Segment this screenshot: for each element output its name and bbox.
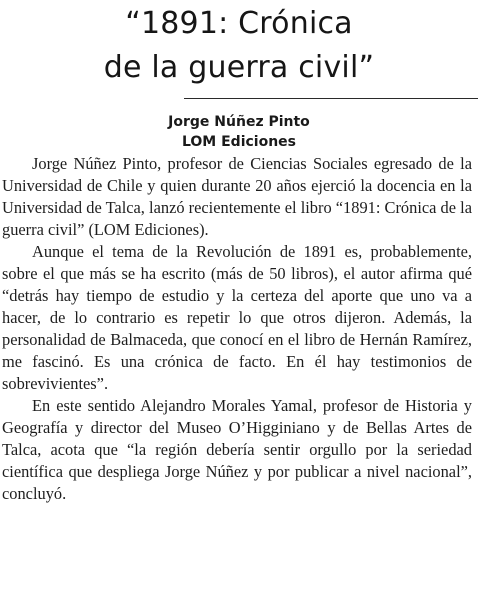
article-body: [2, 153, 472, 505]
body-paragraph-3: En este sentido Alejandro Morales Yamal, profesor de Historia y Geografía y director del Museo O’Higginiano y de Bellas Artes de Talca, acota que “la región debería sentir orgullo por la seriedad científica que despliega Jorge Núñez y por publicar a nivel nacional”, concluyó.: [2, 396, 472, 503]
title-line-2: de la guerra civil”: [103, 50, 375, 85]
author-name: Jorge Núñez Pinto: [168, 114, 310, 130]
title-line-1: “1891: Crónica: [125, 6, 353, 41]
title-divider: [184, 98, 478, 99]
body-paragraph-1: Jorge Núñez Pinto, profesor de Ciencias Sociales egresado de la Universidad de Chile y quien durante 20 años ejerció la docencia en la Universidad de Talca, lanzó recientemente el libro “1891: Crónica de la guerra civil” (LOM Ediciones).: [2, 154, 472, 239]
article-title: [0, 2, 478, 90]
publisher-name: LOM Ediciones: [181, 134, 297, 150]
body-paragraph-2: Aunque el tema de la Revolución de 1891 es, probablemente, sobre el que más se ha escrito (más de 50 libros), el autor afirma qué “detrás hay tiempo de estudio y la certeza del aporte que uno va a hacer, de lo contrario es repetir lo que otros dijeron. Además, la personalidad de Balmaceda, que conocí en el libro de Hernán Ramírez, me fascinó. Es una crónica de facto. En él hay testimonios de sobrevivientes”.: [2, 242, 472, 393]
